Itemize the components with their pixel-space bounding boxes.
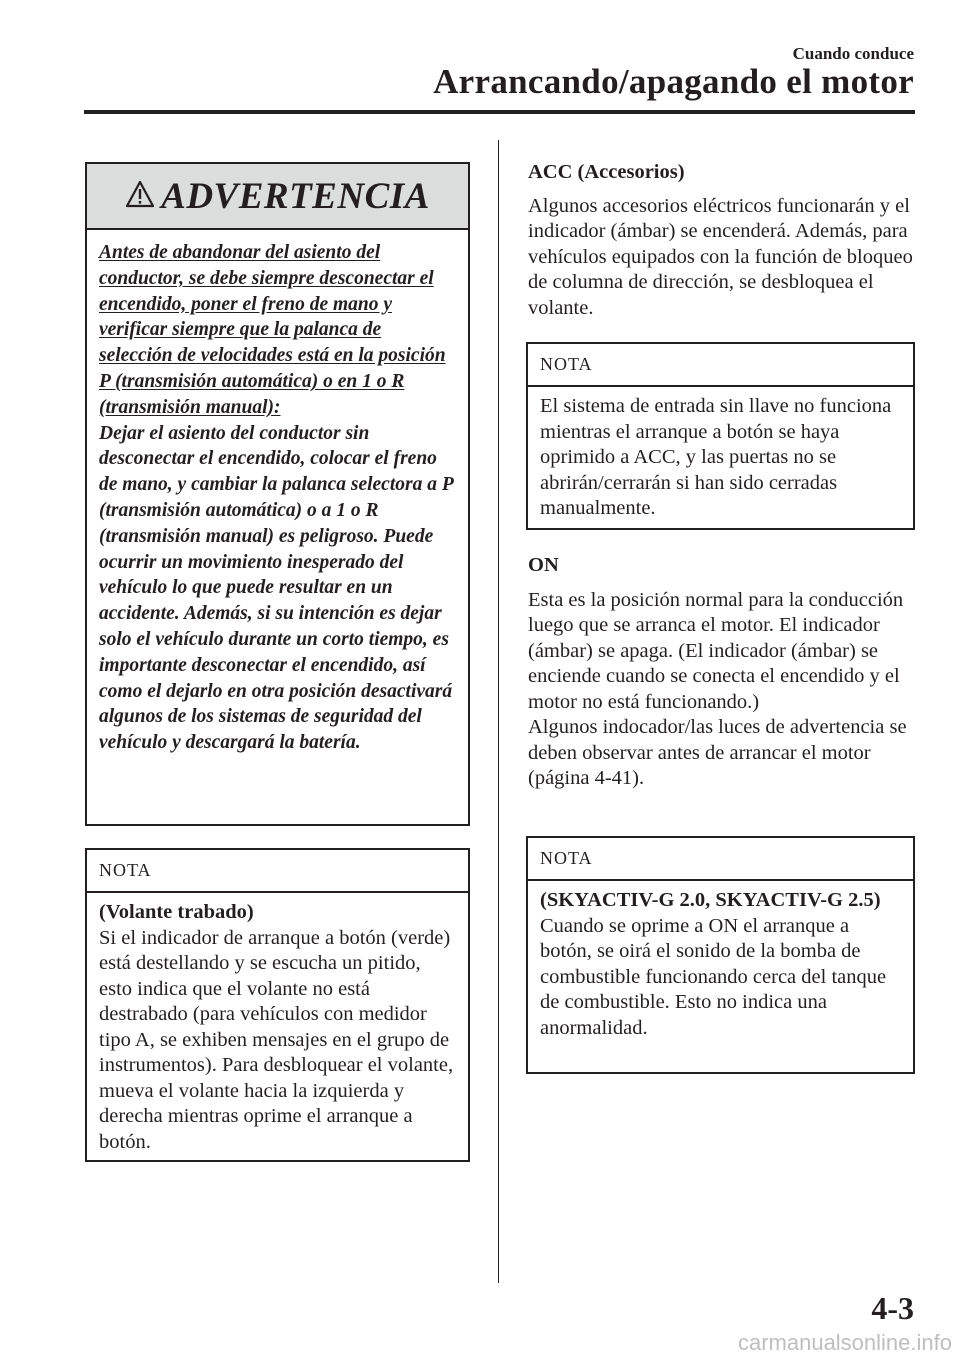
acc-section: [528, 160, 918, 321]
note-subtitle: (Volante trabado): [99, 901, 254, 923]
note-content: [87, 893, 468, 1155]
warning-body-text: Dejar el asiento del conductor sin desconectar el encendido, colocar el freno de mano, y cambiar la palanca selectora a P (transmisión automática) o a 1 o R (transmisión manual) es peligroso. Puede ocurrir un movimiento inesperado del vehículo lo que puede resultar en un accidente. Además, si su intención es dejar solo el vehículo durante un corto tiempo, es importante desconectar el encendido, así como el dejarlo en otra posición desactivará algunos de los sistemas de seguridad del vehículo y descargará la batería.: [99, 422, 454, 754]
column-divider: [498, 140, 499, 1283]
header-section-label: Cuando conduce: [792, 44, 914, 63]
on-section: [528, 553, 918, 792]
note-subtitle: (SKYACTIV-G 2.0, SKYACTIV-G 2.5): [540, 889, 881, 911]
note-content: [528, 881, 913, 1041]
note-label: NOTA: [528, 344, 913, 387]
on-heading: ON: [528, 554, 559, 576]
on-body-2: Algunos indocador/las luces de advertencia se deben observar antes de arrancar el motor (página 4-41).: [528, 716, 907, 789]
page-title: Arrancando/apagando el motor: [433, 62, 914, 101]
acc-body: Algunos accesorios eléctricos funcionarán y el indicador (ámbar) se encenderá. Además, para vehículos equipados con la función de bloqueo de columna de dirección, se desbloquea el volante.: [528, 194, 913, 319]
note-box-steering-lock: [85, 848, 470, 1162]
warning-header: [87, 164, 468, 230]
note-label: NOTA: [528, 838, 913, 881]
note-label: NOTA: [87, 850, 468, 893]
watermark: carmanualsonline.info: [737, 1330, 952, 1355]
header-rule: [84, 110, 915, 114]
on-body-1: Esta es la posición normal para la conducción luego que se arranca el motor. El indicador (ámbar) se apaga. (El indicador (ámbar) se enciende cuando se conecta el encendido y el motor no está funcionando.): [528, 588, 904, 713]
warning-body: [87, 230, 468, 756]
warning-triangle-icon: [125, 180, 161, 213]
note-box-keyless: [526, 342, 915, 530]
note-content: [528, 387, 913, 522]
note-box-fuel-pump: [526, 836, 915, 1074]
note-text: Si el indicador de arranque a botón (verde) está destellando y se escucha un pitido, esto indica que el volante no está destrabado (para vehículos con medidor tipo A, se exhiben mensajes en el grupo de instrumentos). Para desbloquear el volante, mueva el volante hacia la izquierda y derecha mientras oprime el arranque a botón.: [99, 926, 454, 1153]
page-number: 4-3: [871, 1290, 914, 1326]
warning-box: [85, 162, 470, 826]
acc-heading: ACC (Accesorios): [528, 161, 685, 183]
warning-title: ADVERTENCIA: [161, 175, 430, 217]
note-text: Cuando se oprime a ON el arranque a botón, se oirá el sonido de la bomba de combustible funcionando cerca del tanque de combustible. Esto no indica una anormalidad.: [540, 914, 887, 1039]
warning-emphasis-text: Antes de abandonar del asiento del conductor, se debe siempre desconectar el encendido, poner el freno de mano y verificar siempre que la palanca de selección de velocidades está en la posición P (transmisión automática) o en 1 o R (transmisión manual):: [99, 242, 446, 418]
note-text: El sistema de entrada sin llave no funciona mientras el arranque a botón se haya oprimido a ACC, y las puertas no se abrirán/cerrarán si han sido cerradas manualmente.: [540, 395, 892, 519]
